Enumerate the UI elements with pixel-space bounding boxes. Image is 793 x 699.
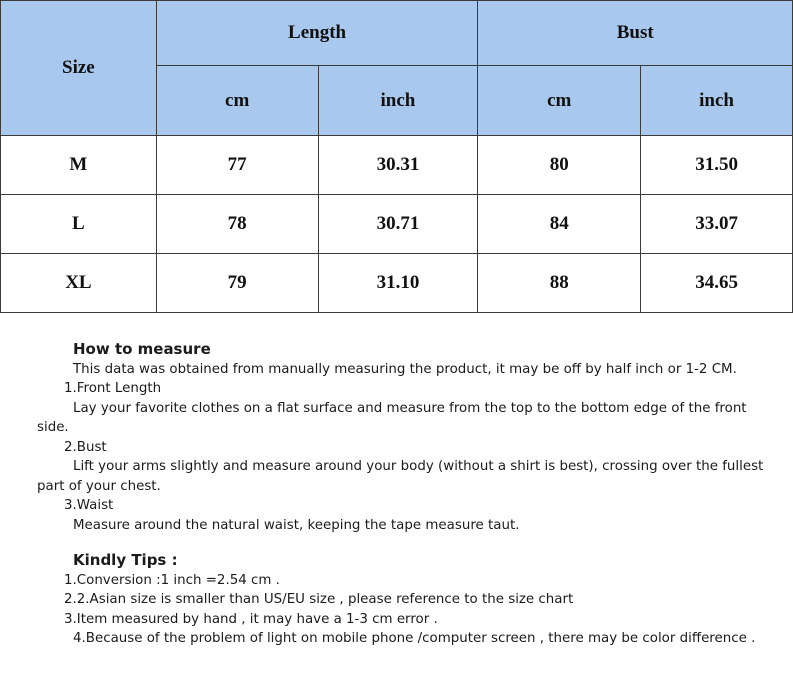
measurement-notes — [37, 340, 777, 649]
length-cm-header: cm — [156, 66, 318, 136]
how-to-measure-title: How to measure — [73, 340, 211, 358]
front-length-label: 1.Front Length — [64, 381, 162, 396]
length-inch-cell: 30.31 — [318, 136, 478, 195]
size-column-header: Size — [1, 1, 157, 136]
size-cell: M — [1, 136, 157, 195]
waist-label: 3.Waist — [64, 498, 114, 513]
size-cell: XL — [1, 254, 157, 313]
bust-cm-cell: 84 — [478, 195, 641, 254]
bust-inch-cell: 34.65 — [641, 254, 793, 313]
tip-item: 1.Conversion :1 inch =2.54 cm . — [64, 572, 280, 588]
length-inch-cell: 30.71 — [318, 195, 478, 254]
front-length-text: Lay your favorite clothes on a flat surface and measure from the top to the bottom edge of the front side. — [37, 400, 747, 435]
bust-label: 2.Bust — [64, 439, 107, 455]
size-cell: L — [1, 195, 157, 254]
length-cm-cell: 78 — [156, 195, 318, 254]
bust-inch-header: inch — [641, 66, 793, 136]
spacer — [37, 535, 777, 551]
bust-cm-cell: 88 — [478, 254, 641, 313]
bust-inch-cell: 33.07 — [641, 195, 793, 254]
table-row — [1, 195, 793, 254]
tip-item: 3.Item measured by hand , it may have a 1-3 cm error . — [64, 611, 438, 627]
table-header-row — [1, 1, 793, 66]
table-row — [1, 254, 793, 313]
length-inch-header: inch — [318, 66, 478, 136]
length-cm-cell: 77 — [156, 136, 318, 195]
tip-item: 4.Because of the problem of light on mobile phone /computer screen , there may be color difference . — [73, 631, 756, 646]
table-row — [1, 136, 793, 195]
kindly-tips-title: Kindly Tips : — [73, 551, 178, 569]
length-cm-cell: 79 — [156, 254, 318, 313]
bust-inch-cell: 31.50 — [641, 136, 793, 195]
measure-intro: This data was obtained from manually measuring the product, it may be off by half inch or 1-2 CM. — [73, 361, 737, 377]
length-column-header: Length — [156, 1, 478, 66]
bust-column-header: Bust — [478, 1, 793, 66]
size-chart-table — [0, 0, 793, 313]
bust-text: Lift your arms slightly and measure around your body (without a shirt is best), crossing over the fullest part of your chest. — [37, 459, 764, 494]
tip-item: 2.2.Asian size is smaller than US/EU size , please reference to the size chart — [64, 592, 574, 607]
length-inch-cell: 31.10 — [318, 254, 478, 313]
bust-cm-cell: 80 — [478, 136, 641, 195]
waist-text: Measure around the natural waist, keeping the tape measure taut. — [73, 517, 520, 533]
bust-cm-header: cm — [478, 66, 641, 136]
